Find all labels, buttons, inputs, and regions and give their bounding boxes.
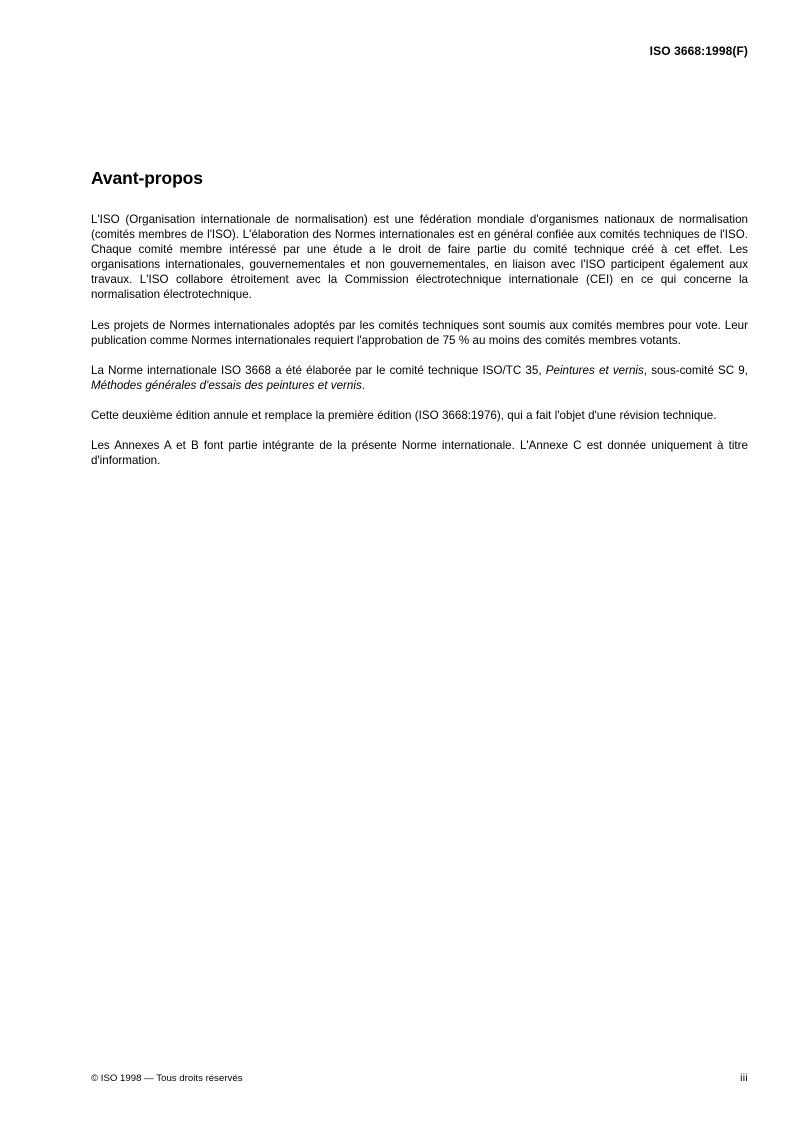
paragraph-voting-approval-text: Les projets de Normes internationales adoptés par les comités techniques sont soumis aux comités membres pour vote. Leur publication comme Normes internationales requiert l'approbation de 75 % au moins des comités membres votants. — [91, 318, 748, 347]
page-footer — [91, 1072, 748, 1084]
committee-origin-mid: , sous-comité SC 9, — [643, 363, 748, 377]
foreword-content — [91, 168, 748, 468]
committee-origin-lead: La Norme internationale ISO 3668 a été élaborée par le comité technique ISO/TC 35, — [91, 363, 546, 377]
paragraph-iso-description: L'ISO (Organisation internationale de normalisation) est une fédération mondiale d'organismes nationaux de normalisation (comités membres de l'ISO). L'élaboration des Normes internationales est en général confiée aux comités techniques de l'ISO. Chaque comité membre intéressé par une étude a le droit de faire partie du comité technique créé à cet effet. Les organisations internationales, gouvernementales et non gouvernementales, en liaison avec l'ISO participent également aux travaux. L'ISO collabore étroitement avec la Commission électrotechnique internationale (CEI) en ce qui concerne la normalisation électrotechnique. — [91, 213, 748, 302]
paragraph-annexes: Les Annexes A et B font partie intégrante de la présente Norme internationale. L'Annexe C est donnée uniquement à titre d'information. — [91, 439, 748, 468]
footer-page-number: iii — [740, 1072, 748, 1084]
committee-title-tc35: Peintures et vernis — [545, 363, 644, 377]
page-title: Avant-propos — [91, 168, 203, 188]
footer-copyright: © ISO 1998 — Tous droits réservés — [91, 1073, 243, 1084]
committee-origin-end: . — [361, 378, 366, 392]
running-head-document-number: ISO 3668:1998(F) — [649, 44, 748, 58]
subcommittee-title-sc9: Méthodes générales d'essais des peintures et vernis — [91, 378, 362, 392]
paragraph-committee-origin — [91, 363, 748, 393]
paragraph-voting-approval — [91, 318, 748, 348]
paragraph-edition-replacement: Cette deuxième édition annule et remplace la première édition (ISO 3668:1976), qui a fait l'objet d'une révision technique. — [91, 408, 717, 422]
